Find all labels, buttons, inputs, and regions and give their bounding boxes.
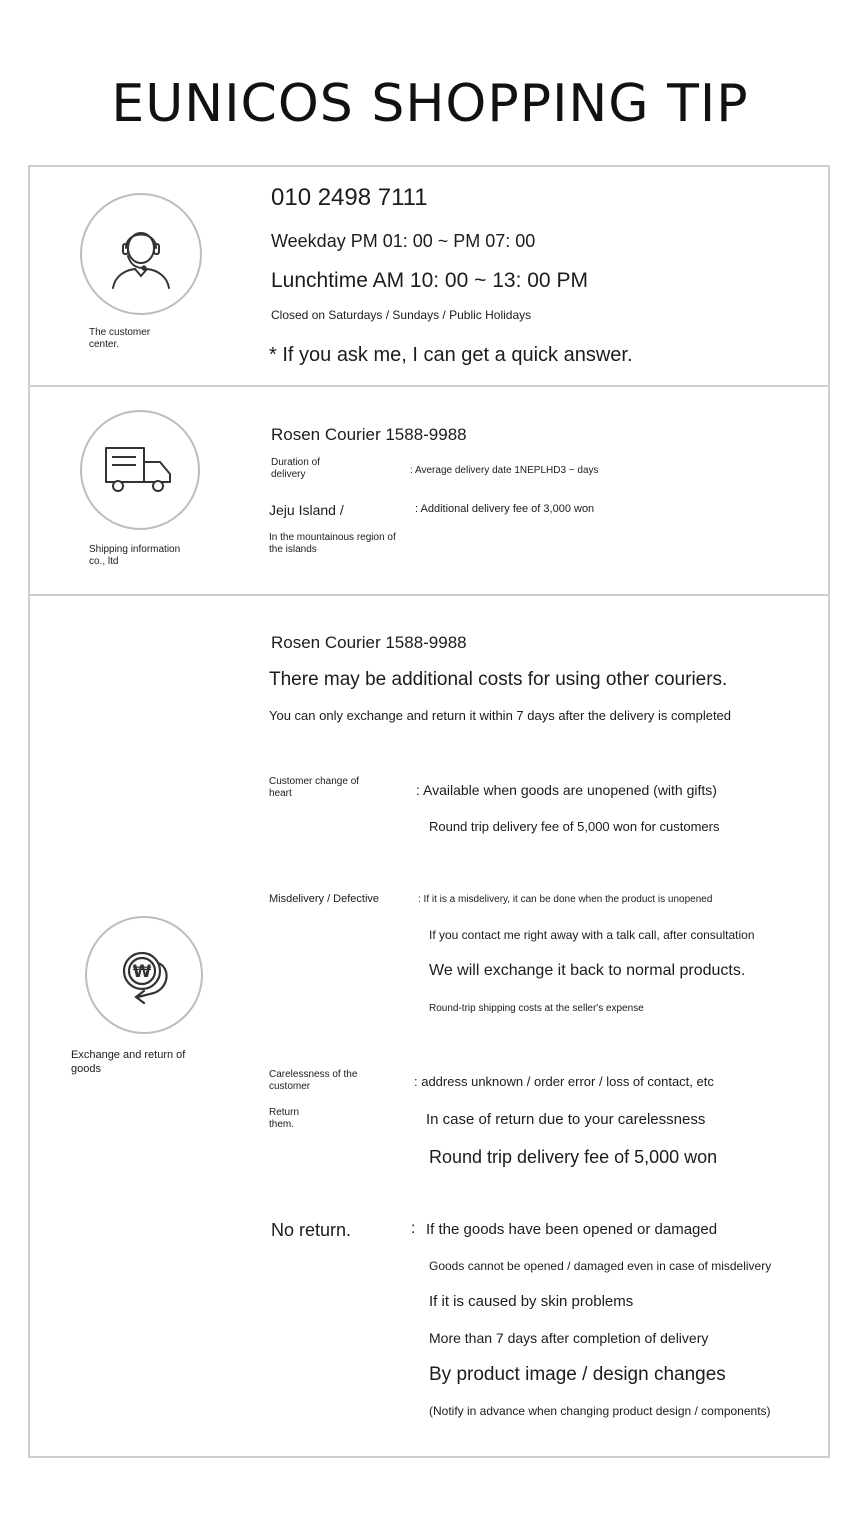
return-case: In case of return due to your carelessness xyxy=(426,1111,706,1128)
mountain-label: In the mountainous region of the islands xyxy=(269,532,396,555)
additional-costs-note: There may be additional costs for using other couriers. xyxy=(269,669,728,690)
jeju-label: Jeju Island / xyxy=(269,502,344,518)
change-of-heart-value: : Available when goods are unopened (with gifts) xyxy=(416,782,717,798)
page-title: EUNICOS SHOPPING TIP xyxy=(111,74,749,134)
return-fee: Round trip delivery fee of 5,000 won xyxy=(429,1147,718,1167)
jeju-value: : Additional delivery fee of 3,000 won xyxy=(415,503,595,515)
seven-days-note: You can only exchange and return it within 7 days after the delivery is completed xyxy=(269,708,732,723)
won-symbol: ₩ xyxy=(132,962,152,982)
misdelivery-contact: If you contact me right away with a talk call, after consultation xyxy=(429,928,755,942)
no-return-item: (Notify in advance when changing product design / components) xyxy=(429,1404,771,1418)
change-of-heart-label: Customer change of heart xyxy=(269,776,360,799)
carelessness-value: : address unknown / order error / loss of contact, etc xyxy=(414,1074,714,1089)
duration-value: : Average delivery date 1NEPLHD3 ~ days xyxy=(410,465,599,476)
no-return-item: More than 7 days after completion of delivery xyxy=(429,1330,709,1346)
no-return-item: If the goods have been opened or damaged xyxy=(426,1221,718,1238)
shipping-icon-circle xyxy=(80,410,200,530)
no-return-label: No return. xyxy=(271,1220,352,1240)
won-return-icon xyxy=(108,939,180,1011)
misdelivery-label: Misdelivery / Defective xyxy=(269,893,380,905)
return-label: Return them. xyxy=(269,1107,300,1130)
closed-days: Closed on Saturdays / Sundays / Public Holidays xyxy=(271,308,532,322)
carelessness-label: Carelessness of the customer xyxy=(269,1069,358,1092)
quick-answer-note: * If you ask me, I can get a quick answer. xyxy=(269,344,633,366)
customer-center-caption: The customer center. xyxy=(89,327,151,350)
misdelivery-exchange: We will exchange it back to normal products. xyxy=(429,962,746,979)
weekday-hours: Weekday PM 01: 00 ~ PM 07: 00 xyxy=(271,231,536,251)
duration-label: Duration of delivery xyxy=(271,457,320,480)
exchange-icon-circle xyxy=(85,916,203,1034)
exchange-courier: Rosen Courier 1588-9988 xyxy=(271,633,467,652)
change-of-heart-fee: Round trip delivery fee of 5,000 won for customers xyxy=(429,819,720,834)
headset-agent-icon xyxy=(101,214,181,294)
delivery-truck-icon xyxy=(102,440,178,500)
customer-center-phone: 010 2498 7111 xyxy=(271,184,428,211)
exchange-caption: Exchange and return of goods xyxy=(71,1049,186,1075)
no-return-item: Goods cannot be opened / damaged even in case of misdelivery xyxy=(429,1259,772,1273)
misdelivery-value: : If it is a misdelivery, it can be done when the product is unopened xyxy=(418,894,713,905)
customer-center-icon-circle xyxy=(80,193,202,315)
lunch-hours: Lunchtime AM 10: 00 ~ 13: 00 PM xyxy=(271,269,588,292)
no-return-colon: : xyxy=(411,1220,416,1237)
misdelivery-cost: Round-trip shipping costs at the seller's expense xyxy=(429,1003,644,1014)
shipping-caption: Shipping information co., ltd xyxy=(89,544,181,567)
shipping-courier: Rosen Courier 1588-9988 xyxy=(271,425,467,444)
no-return-item: By product image / design changes xyxy=(429,1364,726,1385)
no-return-item: If it is caused by skin problems xyxy=(429,1293,634,1310)
